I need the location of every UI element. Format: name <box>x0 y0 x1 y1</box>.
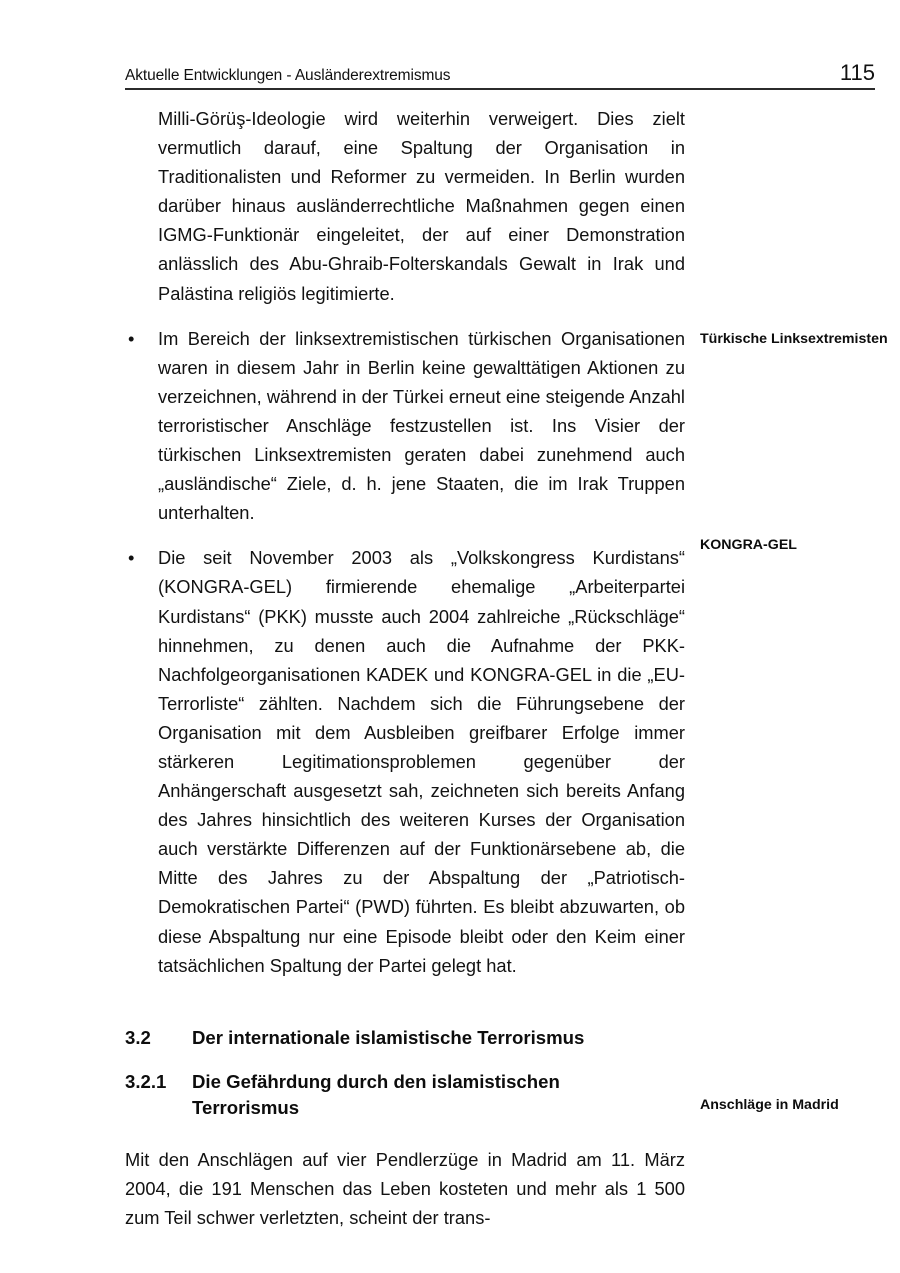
section-title: Der internationale islamistische Terrorismus <box>192 1026 585 1048</box>
margin-note-anschlage-in-madrid: Anschläge in Madrid <box>700 1097 839 1113</box>
list-item <box>128 324 685 528</box>
subsection-title: Die Gefährdung durch den islamistischen Terrorismus <box>192 1070 560 1118</box>
spacer <box>125 980 685 1025</box>
page-number: 115 <box>839 60 875 85</box>
list-item-text: Im Bereich der linksextremistischen türkischen Organisationen waren in diesem Jahr in Berlin keine gewalttätigen Aktionen zu verzeichnen, während in der Türkei erneut eine steigende Anzahl terroristischer Anschläge festzustellen ist. Ins Visier der türkischen Linksextremisten geraten dabei zunehmend auch „ausländische“ Ziele, d. h. jene Staaten, die im Irak Truppen unterhalten. <box>158 327 685 524</box>
margin-note-kongra-gel: KONGRA-GEL <box>700 537 797 553</box>
spacer <box>125 1051 685 1069</box>
spacer <box>125 527 685 543</box>
header-divider <box>125 88 875 90</box>
closing-paragraph: Mit den Anschlägen auf vier Pendlerzüge in Madrid am 11. März 2004, die 191 Menschen das Leben kosteten und mehr als 1 500 zum Teil schwer verletzten, scheint der trans- <box>125 1148 685 1228</box>
subsection-number: 3.2.1 <box>125 1070 167 1092</box>
list-item <box>128 543 685 979</box>
spacer <box>125 308 685 324</box>
bullet-marker-icon: • <box>128 547 135 569</box>
section-heading-3-2-1 <box>125 1069 685 1121</box>
bullet-marker-icon: • <box>128 327 135 349</box>
intro-paragraph: Milli-Görüş-Ideologie wird weiterhin verweigert. Dies zielt vermutlich darauf, eine Spaltung der Organisation in Traditionalisten und Reformer zu vermeiden. In Berlin wurden darüber hinaus ausländerrechtliche Maßnahmen gegen einen IGMG-Funktionär eingeleitet, der auf einer Demonstration anlässlich des Abu-Ghraib-Folterskandals Gewalt in Irak und Palästina religiös legitimierte. <box>158 108 685 304</box>
body-column <box>125 104 685 1232</box>
spacer <box>125 1121 685 1145</box>
header-title: Aktuelle Entwicklungen - Ausländerextremismus <box>125 67 451 84</box>
margin-note-turkische-linksextremisten: Türkische Linksextremisten <box>700 331 888 347</box>
page-header <box>125 60 875 86</box>
section-number: 3.2 <box>125 1026 151 1048</box>
list-item-text: Die seit November 2003 als „Volkskongress Kurdistans“ (KONGRA-GEL) firmierende ehemalige „Arbeiterpartei Kurdistans“ (PKK) musste auch 2004 zahlreiche „Rückschläge“ hinnehmen, zu denen auch die Aufnahme der PKK-Nachfolgeorganisationen KADEK und KONGRA-GEL in die „EU-Terrorliste“ zählten. Nachdem sich die Führungsebene der Organisation mit dem Ausbleiben greifbarer Erfolge immer stärkeren Legitimationsproblemen gegenüber der Anhängerschaft ausgesetzt sah, zeichneten sich bereits Anfang des Jahres hinsichtlich des weiteren Kurses der Organisation auch verstärkte Differenzen auf der Funktionärsebene ab, die Mitte des Jahres zu der Abspaltung der „Patriotisch-Demokratischen Partei“ (PWD) führten. Es bleibt abzuwarten, ob diese Abspaltung nur eine Episode bleibt oder den Keim einer tatsächlichen Spaltung der Partei gelegt hat. <box>158 547 685 976</box>
section-heading-3-2 <box>125 1025 685 1051</box>
